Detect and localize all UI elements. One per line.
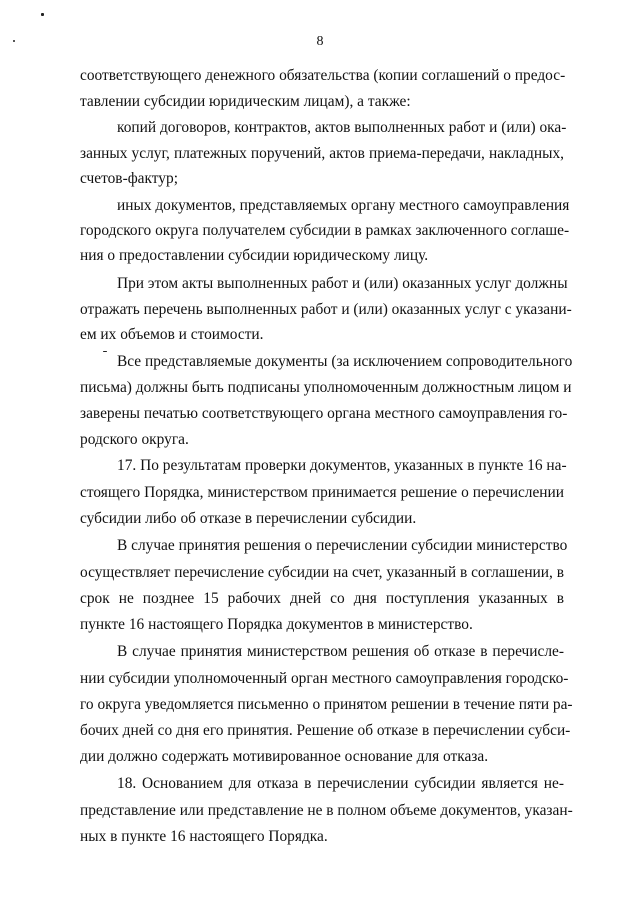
text-line: ем их объемов и стоимости. — [80, 326, 264, 343]
text-line: ных в пункте 16 настоящего Порядка. — [80, 828, 328, 845]
text-line: субсидии либо об отказе в перечислении субсидии. — [80, 510, 417, 527]
text-line: осуществляет перечисление субсидии на счет, указанный в соглашении, в — [80, 564, 564, 581]
text-line: родского округа. — [80, 431, 189, 448]
text-line: письма) должны быть подписаны уполномоченным должностным лицом и — [80, 379, 572, 396]
text-line: бочих дней со дня его принятия. Решение об отказе в перечислении субси- — [80, 722, 571, 739]
text-line: 18. Основанием для отказа в перечислении субсидии является не- — [117, 775, 564, 792]
text-line: го округа уведомляется письменно о принятом решении в течение пяти ра- — [80, 696, 573, 713]
text-line: пункте 16 настоящего Порядка документов в министерство. — [80, 616, 473, 633]
text-line: дии должно содержать мотивированное основание для отказа. — [80, 748, 489, 765]
text-line: соответствующего денежного обязательства (копии соглашений о предос- — [80, 67, 566, 84]
scan-speck — [41, 13, 44, 16]
text-line: срок не позднее 15 рабочих дней со дня поступления указанных в — [80, 590, 564, 607]
text-line: тавлении субсидии юридическим лицам), а также: — [80, 93, 411, 110]
text-line: При этом акты выполненных работ и (или) оказанных услуг должны — [117, 275, 568, 292]
text-line: В случае принятия решения о перечислении субсидии министерство — [117, 537, 568, 554]
scan-speck — [103, 351, 107, 352]
text-line: занных услуг, платежных поручений, актов приема-передачи, накладных, — [80, 145, 564, 162]
text-line: иных документов, представляемых органу местного самоуправления — [117, 197, 570, 214]
text-line: копий договоров, контрактов, актов выполненных работ и (или) ока- — [117, 119, 567, 136]
text-line: нии субсидии уполномоченный орган местного самоуправления городско- — [80, 670, 569, 687]
page-number: 8 — [316, 34, 324, 49]
text-line: Все представляемые документы (за исключением сопроводительного — [117, 353, 573, 370]
text-line: городского округа получателем субсидии в рамках заключенного соглаше- — [80, 222, 570, 239]
text-line: 17. По результатам проверки документов, указанных в пункте 16 на- — [117, 457, 567, 474]
text-line: счетов-фактур; — [80, 170, 178, 187]
text-line: заверены печатью соответствующего органа местного самоуправления го- — [80, 405, 568, 422]
text-line: стоящего Порядка, министерством принимается решение о перечислении — [80, 484, 564, 501]
text-line: В случае принятия министерством решения об отказе в перечисле- — [117, 643, 564, 660]
text-line: ния о предоставлении субсидии юридическому лицу. — [80, 247, 429, 264]
text-line: отражать перечень выполненных работ и (или) оказанных услуг с указани- — [80, 301, 572, 318]
text-line: представление или представление не в полном объеме документов, указан- — [80, 802, 573, 819]
